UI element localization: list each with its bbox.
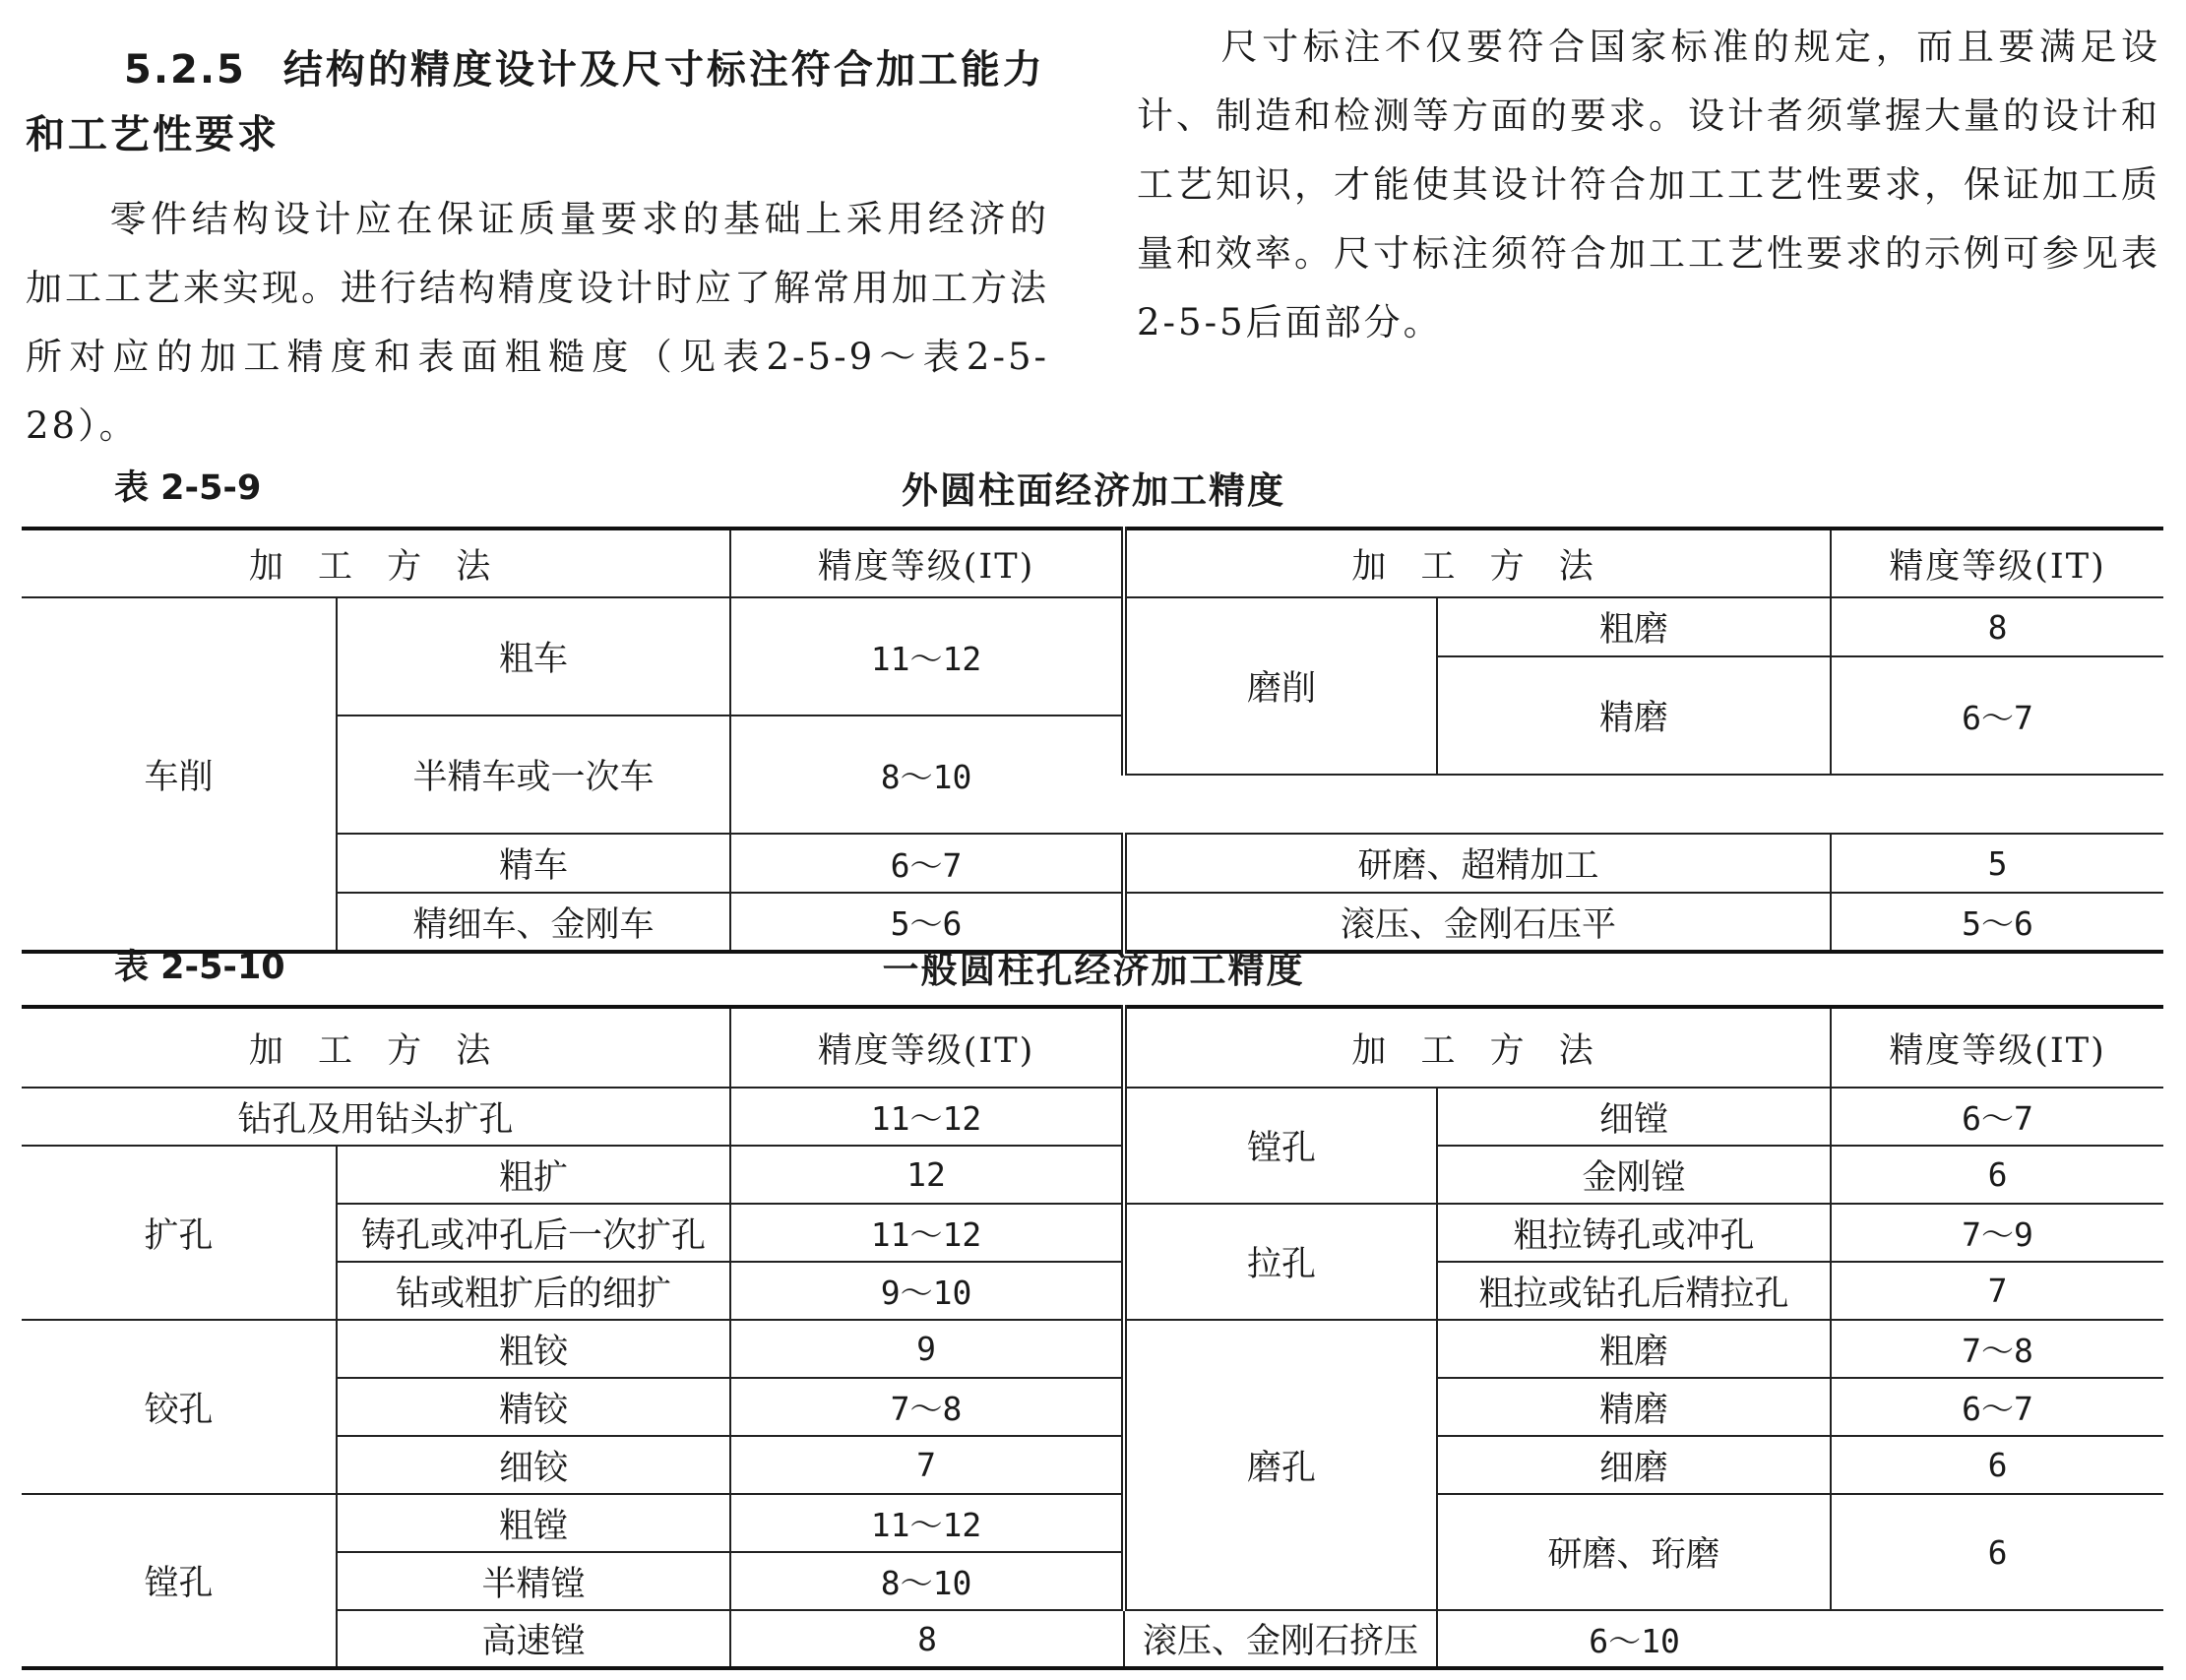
paragraph-left-text: 零件结构设计应在保证质量要求的基础上采用经济的加工工艺来实现。进行结构精度设计时应了解常用加工方法所对应的加工精度和表面粗糙度（见表2-5-9～表2-5-28）。 xyxy=(26,198,1049,447)
grade-cell: 6 xyxy=(1831,1494,2163,1610)
section-number: 5.2.5 xyxy=(124,47,246,93)
method-cell: 粗扩 xyxy=(337,1146,730,1204)
method-cell: 粗拉或钻孔后精拉孔 xyxy=(1437,1262,1831,1320)
grade-cell: 8～10 xyxy=(730,716,1124,834)
method-cell: 滚压、金刚石挤压 xyxy=(1124,1610,1437,1668)
header-grade: 精度等级(IT) xyxy=(1831,529,2163,597)
method-cell: 铸孔或冲孔后一次扩孔 xyxy=(337,1204,730,1262)
group-label: 镗孔 xyxy=(22,1494,337,1668)
grade-cell: 6～7 xyxy=(1831,1088,2163,1146)
table-row xyxy=(22,1007,2163,1088)
grade-cell: 7 xyxy=(730,1436,1124,1494)
grade-cell: 11～12 xyxy=(730,1494,1124,1552)
grade-cell: 8 xyxy=(730,1610,1124,1668)
method-cell: 研磨、珩磨 xyxy=(1437,1494,1831,1610)
method-cell: 细镗 xyxy=(1437,1088,1831,1146)
method-cell: 半精镗 xyxy=(337,1552,730,1610)
grade-cell: 6 xyxy=(1831,1146,2163,1204)
method-cell: 粗拉铸孔或冲孔 xyxy=(1437,1204,1831,1262)
grade-cell: 6～10 xyxy=(1437,1610,1831,1668)
table-row xyxy=(22,597,2163,656)
table-row xyxy=(22,1436,2163,1494)
group-label: 磨削 xyxy=(1124,597,1437,775)
method-cell: 细磨 xyxy=(1437,1436,1831,1494)
group-label: 车削 xyxy=(22,597,337,952)
table1-title: 外圆柱面经济加工精度 xyxy=(902,469,1285,512)
method-cell: 粗铰 xyxy=(337,1320,730,1378)
grade-cell: 8 xyxy=(1831,597,2163,656)
table1-number: 表 2-5-9 xyxy=(114,468,262,508)
table-row xyxy=(22,1204,2163,1262)
group-label: 铰孔 xyxy=(22,1320,337,1494)
grade-cell: 11～12 xyxy=(730,1204,1124,1262)
grade-cell: 7～9 xyxy=(1831,1204,2163,1262)
method-cell: 金刚镗 xyxy=(1437,1146,1831,1204)
header-grade: 精度等级(IT) xyxy=(1831,1007,2163,1088)
method-cell: 粗磨 xyxy=(1437,1320,1831,1378)
method-cell: 高速镗 xyxy=(337,1610,730,1668)
grade-cell: 6～7 xyxy=(1831,1378,2163,1436)
method-cell: 精磨 xyxy=(1437,1378,1831,1436)
table-row xyxy=(22,1610,2163,1668)
table-row xyxy=(22,1378,2163,1436)
header-grade: 精度等级(IT) xyxy=(730,1007,1124,1088)
section-title: 结构的精度设计及尺寸标注符合加工能力和工艺性要求 xyxy=(26,47,1045,157)
grade-cell: 8～10 xyxy=(730,1552,1124,1610)
grade-cell: 11～12 xyxy=(730,1088,1124,1146)
method-cell: 钻或粗扩后的细扩 xyxy=(337,1262,730,1320)
method-cell: 钻孔及用钻头扩孔 xyxy=(22,1088,730,1146)
group-label: 镗孔 xyxy=(1124,1088,1437,1204)
method-cell: 粗磨 xyxy=(1437,597,1831,656)
header-method: 加 工 方 法 xyxy=(22,529,730,597)
paragraph-right xyxy=(1137,13,2160,357)
grade-cell: 5～6 xyxy=(730,893,1124,952)
method-cell: 研磨、超精加工 xyxy=(1124,834,1831,893)
section-heading xyxy=(26,37,1049,167)
table-row xyxy=(22,834,2163,893)
grade-cell: 11～12 xyxy=(730,597,1124,716)
method-cell: 半精车或一次车 xyxy=(337,716,730,834)
header-method: 加 工 方 法 xyxy=(1124,529,1831,597)
table-row xyxy=(22,1146,2163,1204)
table2-title: 一般圆柱孔经济加工精度 xyxy=(882,949,1305,991)
table-row xyxy=(22,529,2163,597)
table1-caption xyxy=(26,461,2161,510)
method-cell: 精细车、金刚车 xyxy=(337,893,730,952)
group-label: 扩孔 xyxy=(22,1146,337,1320)
paragraph-left xyxy=(26,185,1049,461)
grade-cell: 6～7 xyxy=(730,834,1124,893)
table2 xyxy=(22,1005,2163,1670)
grade-cell: 5～6 xyxy=(1831,893,2163,952)
grade-cell: 7～8 xyxy=(730,1378,1124,1436)
table2-caption xyxy=(26,940,2161,989)
header-method: 加 工 方 法 xyxy=(22,1007,730,1088)
method-cell: 粗镗 xyxy=(337,1494,730,1552)
method-cell: 细铰 xyxy=(337,1436,730,1494)
grade-cell: 7 xyxy=(1831,1262,2163,1320)
table1 xyxy=(22,527,2163,954)
table-row xyxy=(22,1320,2163,1378)
header-grade: 精度等级(IT) xyxy=(730,529,1124,597)
grade-cell: 5 xyxy=(1831,834,2163,893)
method-cell: 精车 xyxy=(337,834,730,893)
method-cell: 精磨 xyxy=(1437,656,1831,775)
method-cell: 滚压、金刚石压平 xyxy=(1124,893,1831,952)
grade-cell: 9～10 xyxy=(730,1262,1124,1320)
method-cell: 粗车 xyxy=(337,597,730,716)
table-row xyxy=(22,1262,2163,1320)
method-cell: 精铰 xyxy=(337,1378,730,1436)
grade-cell: 7～8 xyxy=(1831,1320,2163,1378)
group-label: 拉孔 xyxy=(1124,1204,1437,1320)
paragraph-right-text: 尺寸标注不仅要符合国家标准的规定，而且要满足设计、制造和检测等方面的要求。设计者须掌握大量的设计和工艺知识，才能使其设计符合加工工艺性要求，保证加工质量和效率。尺寸标注须符合加工工艺性要求的示例可参见表2-5-5后面部分。 xyxy=(1137,26,2160,343)
table-row xyxy=(22,1494,2163,1552)
header-method: 加 工 方 法 xyxy=(1124,1007,1831,1088)
table2-number: 表 2-5-10 xyxy=(114,948,285,987)
table-row xyxy=(22,1088,2163,1146)
grade-cell: 9 xyxy=(730,1320,1124,1378)
grade-cell: 6 xyxy=(1831,1436,2163,1494)
grade-cell: 6～7 xyxy=(1831,656,2163,775)
grade-cell: 12 xyxy=(730,1146,1124,1204)
group-label: 磨孔 xyxy=(1124,1320,1437,1610)
